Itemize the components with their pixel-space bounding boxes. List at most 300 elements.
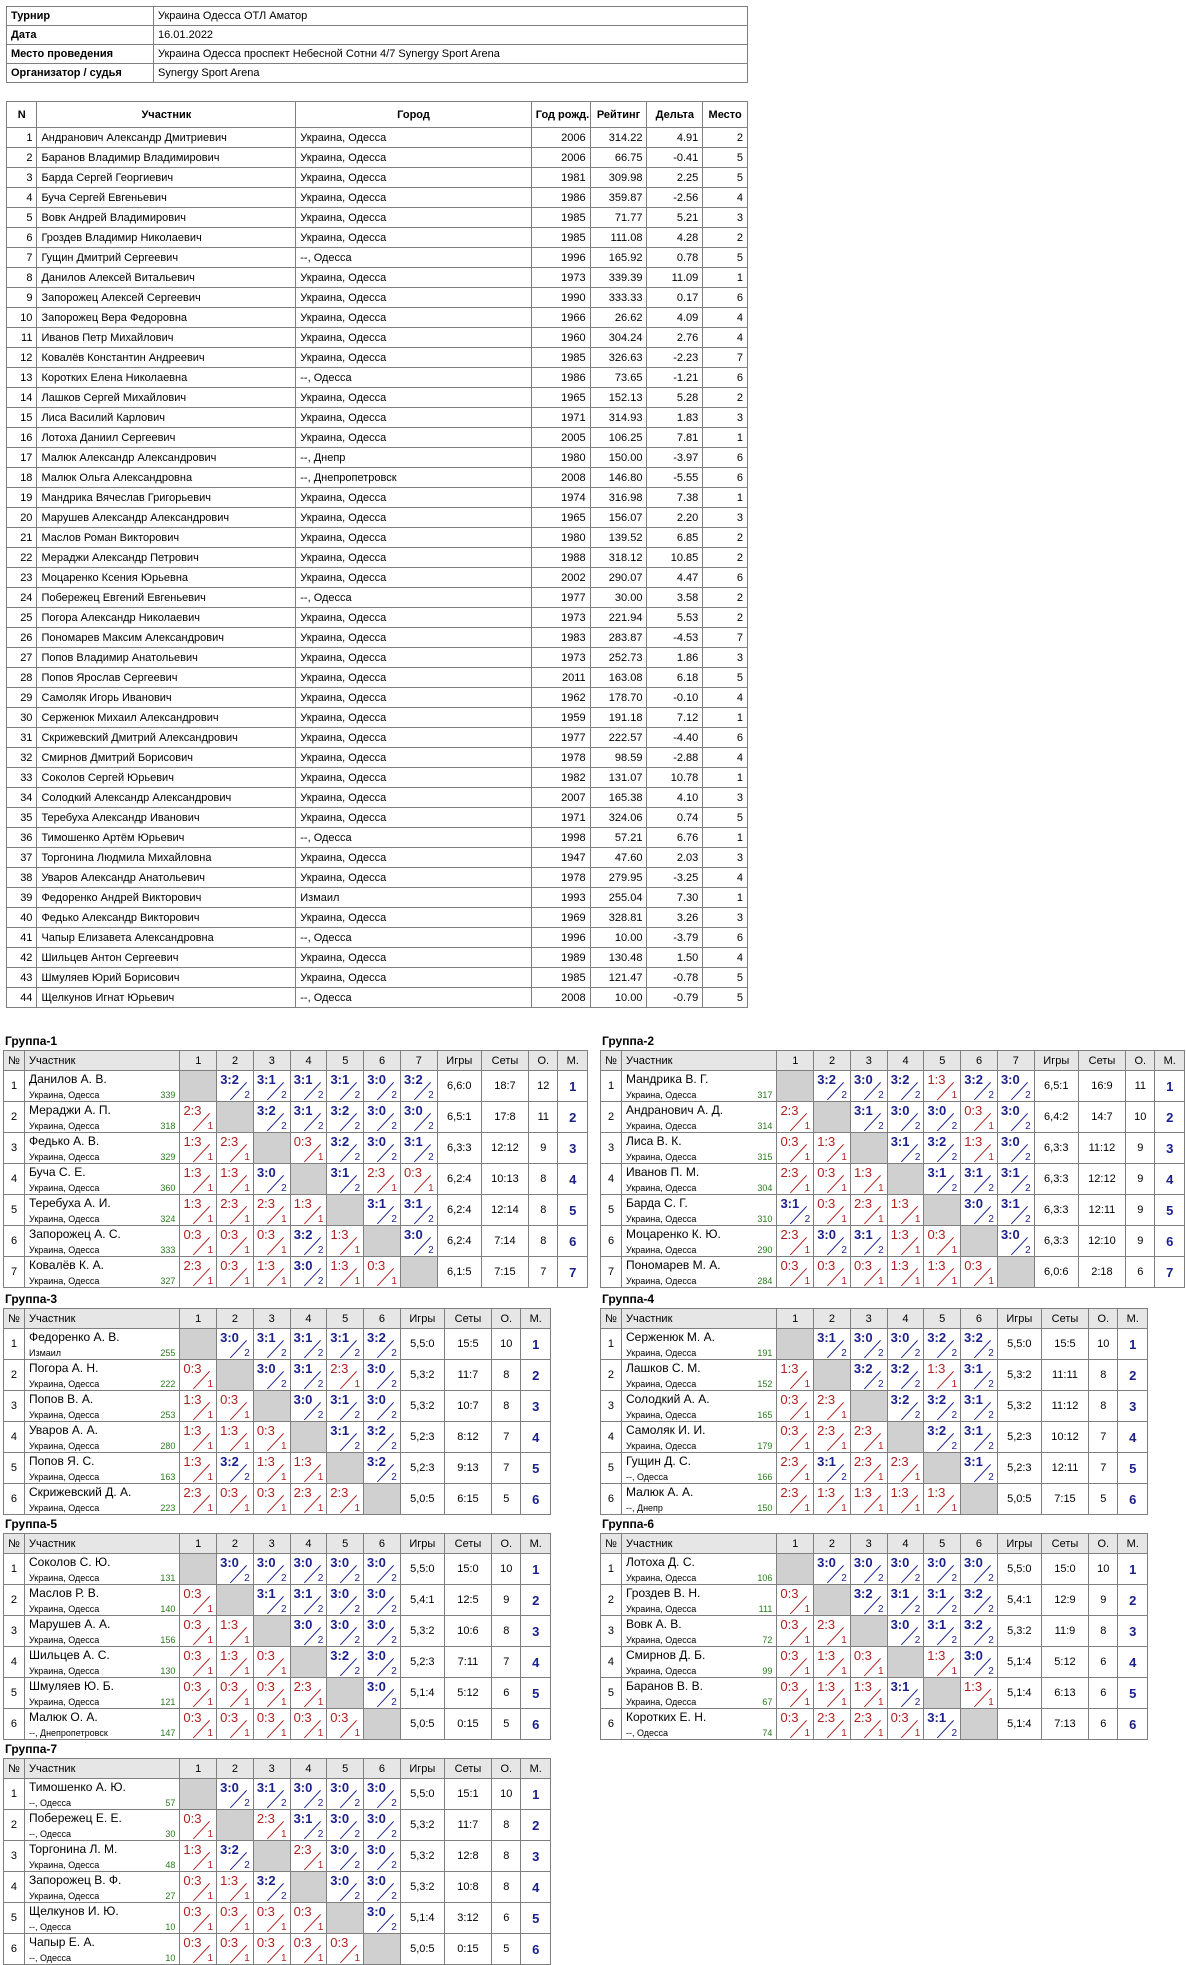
group-player-cell [621, 1453, 776, 1484]
group-player-rating: 140 [160, 1604, 176, 1614]
player-city: Украина, Одесса [296, 548, 531, 568]
player-city: Украина, Одесса [296, 668, 531, 688]
group-games: 5,3:2 [400, 1810, 444, 1841]
player-place: 4 [703, 948, 748, 968]
match-points: 1 [207, 1829, 214, 1840]
match-points: 1 [281, 1697, 287, 1708]
group-header-row [4, 1051, 588, 1071]
group-col-opponent: 4 [290, 1759, 327, 1779]
match-points: 2 [988, 1214, 994, 1225]
match-score: 1:3 [183, 1842, 202, 1857]
group-place: 3 [521, 1391, 551, 1422]
match-score: 0:3 [256, 1904, 275, 1919]
match-score: 3:2 [220, 1454, 239, 1469]
player-city: --, Одесса [296, 588, 531, 608]
match-score: 3:1 [853, 1227, 873, 1242]
group-place: 2 [521, 1810, 551, 1841]
info-value: 16.01.2022 [154, 26, 748, 45]
player-name: Мандрика Вячеслав Григорьевич [37, 488, 296, 508]
player-delta: 5.53 [647, 608, 703, 628]
match-score-cell [217, 1484, 254, 1515]
match-points: 1 [914, 1503, 921, 1514]
player-name: Ковалёв Константин Андреевич [37, 348, 296, 368]
match-score: 2:3 [293, 1842, 312, 1857]
match-score-cell [180, 1453, 217, 1484]
group-points: 8 [492, 1841, 521, 1872]
match-points: 2 [354, 1441, 361, 1452]
match-points: 1 [951, 1666, 958, 1677]
group-player-rating: 156 [160, 1635, 176, 1645]
match-score-cell [290, 1934, 327, 1965]
group-player-rating: 317 [757, 1090, 773, 1100]
match-score: 3:2 [927, 1134, 947, 1149]
group-player-name: Погора А. Н. [28, 1361, 99, 1375]
player-city: Измаил [296, 888, 531, 908]
match-score-cell [180, 1585, 217, 1616]
self-match-cell [327, 1903, 364, 1934]
match-points: 2 [244, 1472, 250, 1483]
self-match-cell [364, 1709, 401, 1740]
match-points: 2 [317, 1276, 324, 1287]
group-player-city: Украина, Одесса [29, 1121, 100, 1131]
player-place: 3 [703, 208, 748, 228]
match-score: 3:2 [964, 1072, 983, 1087]
match-score: 3:1 [964, 1361, 983, 1376]
match-score-cell [327, 1554, 364, 1585]
player-place: 5 [703, 988, 748, 1008]
player-rating: 283.87 [590, 628, 647, 648]
player-city: Украина, Одесса [296, 768, 531, 788]
player-place: 5 [703, 968, 748, 988]
match-score: 3:1 [927, 1165, 947, 1180]
player-number: 8 [7, 268, 37, 288]
match-score: 2:3 [817, 1617, 836, 1632]
match-score-cell [217, 1903, 254, 1934]
match-points: 2 [391, 1441, 397, 1452]
group-points: 10 [492, 1554, 521, 1585]
self-match-cell [364, 1226, 401, 1257]
group-points: 6 [1089, 1709, 1118, 1740]
group-place: 6 [1118, 1709, 1148, 1740]
group-row-index: 2 [601, 1360, 622, 1391]
player-city: --, Одесса [296, 928, 531, 948]
match-score-cell [327, 1647, 364, 1678]
match-score-cell [924, 1164, 961, 1195]
match-points: 1 [207, 1953, 214, 1964]
group-place: 1 [1155, 1071, 1185, 1102]
group-row [4, 1257, 588, 1288]
group-player-cell [622, 1102, 777, 1133]
player-place: 2 [703, 608, 748, 628]
match-score: 0:3 [220, 1935, 239, 1950]
group-row-index: 6 [601, 1484, 622, 1515]
match-points: 1 [804, 1503, 811, 1514]
group-header-row [601, 1534, 1148, 1554]
match-points: 2 [1025, 1183, 1031, 1194]
match-score: 0:3 [183, 1710, 202, 1725]
player-birth-year: 1998 [531, 828, 590, 848]
group-col-place: М. [1118, 1534, 1148, 1554]
group-row [601, 1616, 1148, 1647]
match-score: 3:1 [780, 1196, 800, 1211]
player-number: 41 [7, 928, 37, 948]
player-birth-year: 1996 [531, 928, 590, 948]
group-points: 9 [1126, 1195, 1155, 1226]
match-score: 2:3 [853, 1454, 872, 1469]
group-points: 7 [492, 1422, 521, 1453]
group-player-city: Украина, Одесса [625, 1635, 697, 1645]
match-score: 0:3 [220, 1392, 239, 1407]
group-col-points: О. [1089, 1534, 1118, 1554]
self-match-cell [217, 1585, 254, 1616]
player-delta: -3.25 [647, 868, 703, 888]
column-header: Место [703, 102, 748, 128]
player-rating: 191.18 [590, 708, 647, 728]
match-score: 3:1 [964, 1423, 983, 1438]
player-delta: 3.26 [647, 908, 703, 928]
group-place: 5 [1118, 1678, 1148, 1709]
group-player-rating: 166 [757, 1472, 773, 1482]
group-player-cell [621, 1585, 776, 1616]
match-score: 2:3 [183, 1258, 202, 1273]
match-score-cell [924, 1616, 961, 1647]
match-score: 1:3 [183, 1196, 202, 1211]
group-row [601, 1133, 1185, 1164]
player-rating: 152.13 [590, 388, 647, 408]
match-score: 0:3 [927, 1227, 946, 1242]
group-col-name: Участник [24, 1309, 179, 1329]
group-player-rating: 130 [160, 1666, 176, 1676]
match-score-cell [887, 1329, 924, 1360]
match-points: 2 [428, 1214, 434, 1225]
group-row-index: 3 [4, 1841, 25, 1872]
table-row [7, 648, 748, 668]
player-delta: 10.78 [647, 768, 703, 788]
group-player-rating: 315 [757, 1152, 773, 1162]
match-points: 1 [207, 1410, 214, 1421]
info-value: Украина Одесса проспект Небесной Сотни 4/7 Synergy Sport Arena [154, 45, 748, 64]
group-player-city: Украина, Одесса [626, 1245, 697, 1255]
match-score-cell [180, 1133, 217, 1164]
group-player-cell [24, 1810, 179, 1841]
match-score-cell [217, 1841, 254, 1872]
self-match-cell [814, 1102, 851, 1133]
match-score-cell [253, 1934, 290, 1965]
match-score: 3:1 [1000, 1196, 1020, 1211]
match-score: 3:0 [330, 1555, 350, 1570]
group-col-opponent: 1 [180, 1051, 217, 1071]
match-score-cell [887, 1554, 924, 1585]
match-score-cell [814, 1554, 851, 1585]
player-rating: 290.07 [590, 568, 647, 588]
match-points: 2 [988, 1573, 994, 1584]
player-rating: 324.06 [590, 808, 647, 828]
group-player-city: Украина, Одесса [625, 1604, 697, 1614]
group-place: 5 [521, 1678, 551, 1709]
match-score-cell [961, 1453, 998, 1484]
match-points: 1 [354, 1953, 361, 1964]
match-score: 0:3 [853, 1648, 872, 1663]
match-points: 1 [281, 1214, 287, 1225]
player-city: Украина, Одесса [296, 388, 531, 408]
match-points: 2 [878, 1573, 884, 1584]
match-points: 1 [841, 1152, 847, 1163]
match-points: 1 [244, 1410, 250, 1421]
match-points: 1 [244, 1953, 250, 1964]
group-place: 7 [1155, 1257, 1185, 1288]
group-col-sets: Сеты [444, 1309, 491, 1329]
match-score-cell [924, 1133, 961, 1164]
match-score-cell [924, 1360, 961, 1391]
group-sets: 12:10 [1078, 1226, 1125, 1257]
player-delta: -0.79 [647, 988, 703, 1008]
match-score: 3:0 [964, 1196, 983, 1211]
group-player-cell [622, 1257, 777, 1288]
player-rating: 328.81 [590, 908, 647, 928]
match-score: 2:3 [853, 1710, 872, 1725]
player-rating: 304.24 [590, 328, 647, 348]
match-points: 1 [207, 1121, 214, 1132]
group-sets: 10:7 [444, 1391, 491, 1422]
group-player-cell [24, 1678, 179, 1709]
match-score-cell [327, 1226, 364, 1257]
match-score: 3:1 [927, 1586, 947, 1601]
player-number: 26 [7, 628, 37, 648]
match-score: 3:0 [367, 1873, 386, 1888]
match-score-cell [850, 1102, 887, 1133]
player-delta: -4.53 [647, 628, 703, 648]
group-player-name: Андранович А. Д. [626, 1103, 724, 1117]
match-score-cell [180, 1647, 217, 1678]
match-score: 3:0 [367, 1555, 386, 1570]
self-match-cell [180, 1554, 217, 1585]
match-points: 2 [281, 1121, 287, 1132]
player-city: Украина, Одесса [296, 568, 531, 588]
group-col-num: № [4, 1759, 25, 1779]
table-row [7, 368, 748, 388]
group-games: 5,5:0 [400, 1554, 444, 1585]
match-points: 1 [804, 1728, 811, 1739]
self-match-cell [777, 1554, 814, 1585]
match-score-cell [814, 1226, 851, 1257]
player-place: 2 [703, 228, 748, 248]
group-games: 5,3:2 [400, 1391, 444, 1422]
match-points: 1 [804, 1635, 811, 1646]
group-player-name: Федько А. В. [29, 1134, 100, 1148]
player-birth-year: 1966 [531, 308, 590, 328]
player-place: 2 [703, 588, 748, 608]
match-score-cell [290, 1102, 327, 1133]
player-name: Скрижевский Дмитрий Александрович [37, 728, 296, 748]
match-score-cell [364, 1872, 401, 1903]
group-sets: 2:18 [1078, 1257, 1125, 1288]
player-place: 1 [703, 488, 748, 508]
group-player-city: Украина, Одесса [28, 1410, 100, 1420]
match-score-cell [217, 1678, 254, 1709]
group-place: 3 [1155, 1133, 1185, 1164]
match-score-cell [814, 1164, 851, 1195]
group-row-index: 1 [4, 1329, 25, 1360]
group-games: 6,3:3 [1034, 1164, 1078, 1195]
table-row [7, 868, 748, 888]
player-place: 7 [703, 628, 748, 648]
player-number: 40 [7, 908, 37, 928]
player-city: --, Одесса [296, 988, 531, 1008]
group-points: 9 [1089, 1585, 1118, 1616]
match-score-cell [217, 1195, 254, 1226]
player-name: Малюк Александр Александрович [37, 448, 296, 468]
match-score-cell [253, 1453, 290, 1484]
group-player-rating: 284 [757, 1276, 773, 1286]
match-score: 0:3 [780, 1648, 799, 1663]
group-place: 4 [521, 1422, 551, 1453]
match-score-cell [327, 1484, 364, 1515]
match-score: 3:0 [817, 1555, 836, 1570]
match-score-cell [961, 1422, 998, 1453]
match-points: 2 [354, 1666, 361, 1677]
match-score: 3:0 [367, 1361, 386, 1376]
player-delta: 7.30 [647, 888, 703, 908]
match-score: 1:3 [220, 1423, 239, 1438]
player-name: Шильцев Антон Сергеевич [37, 948, 296, 968]
group-games: 6,3:3 [437, 1133, 481, 1164]
match-score-cell [217, 1071, 254, 1102]
match-points: 2 [988, 1604, 994, 1615]
match-score-cell [997, 1133, 1034, 1164]
match-score: 1:3 [220, 1873, 239, 1888]
match-score-cell [814, 1647, 851, 1678]
group-col-name: Участник [25, 1051, 180, 1071]
match-score: 3:0 [403, 1103, 423, 1118]
match-score-cell [924, 1484, 961, 1515]
group-points: 10 [492, 1329, 521, 1360]
match-points: 1 [841, 1697, 847, 1708]
group-player-name: Запорожец В. Ф. [28, 1873, 122, 1887]
match-score-cell [327, 1841, 364, 1872]
match-score: 1:3 [183, 1454, 202, 1469]
player-city: --, Одесса [296, 828, 531, 848]
player-place: 5 [703, 168, 748, 188]
group-player-cell [25, 1102, 180, 1133]
match-score: 2:3 [367, 1165, 386, 1180]
match-score: 3:1 [853, 1103, 873, 1118]
group-player-cell [622, 1195, 777, 1226]
group-place: 7 [558, 1257, 588, 1288]
match-score: 3:0 [330, 1780, 350, 1795]
group-player-city: Украина, Одесса [625, 1573, 697, 1583]
self-match-cell [180, 1779, 217, 1810]
match-points: 2 [317, 1798, 324, 1809]
player-name: Гроздев Владимир Николаевич [37, 228, 296, 248]
match-points: 1 [878, 1697, 884, 1708]
group-col-points: О. [1126, 1051, 1155, 1071]
player-number: 1 [7, 128, 37, 148]
match-score-cell [364, 1071, 401, 1102]
match-score: 3:0 [367, 1842, 386, 1857]
group-row-index: 6 [4, 1484, 25, 1515]
match-score-cell [180, 1164, 217, 1195]
group-row [601, 1164, 1185, 1195]
group-row [601, 1554, 1148, 1585]
match-score-cell [850, 1709, 887, 1740]
match-points: 2 [391, 1573, 397, 1584]
match-points: 2 [988, 1379, 994, 1390]
match-score-cell [777, 1391, 814, 1422]
match-score: 0:3 [256, 1423, 275, 1438]
match-points: 2 [951, 1410, 958, 1421]
match-score-cell [887, 1102, 924, 1133]
match-points: 1 [804, 1604, 811, 1615]
match-score-cell [777, 1647, 814, 1678]
group-col-place: М. [521, 1759, 551, 1779]
group-col-sets: Сеты [1041, 1534, 1088, 1554]
match-score-cell [253, 1071, 290, 1102]
match-score: 2:3 [817, 1423, 836, 1438]
match-score: 2:3 [817, 1392, 836, 1407]
player-city: Украина, Одесса [296, 908, 531, 928]
match-score-cell [180, 1195, 217, 1226]
player-number: 13 [7, 368, 37, 388]
match-points: 1 [244, 1152, 250, 1163]
group-col-opponent: 5 [327, 1759, 364, 1779]
player-name: Гущин Дмитрий Сергеевич [37, 248, 296, 268]
match-score: 1:3 [964, 1134, 983, 1149]
player-city: Украина, Одесса [296, 428, 531, 448]
match-score: 0:3 [256, 1679, 275, 1694]
group-col-opponent: 4 [887, 1534, 924, 1554]
group-place: 6 [521, 1709, 551, 1740]
group-col-opponent: 4 [887, 1309, 924, 1329]
group-col-points: О. [529, 1051, 558, 1071]
match-points: 2 [988, 1183, 994, 1194]
match-points: 1 [878, 1666, 884, 1677]
self-match-cell [253, 1841, 290, 1872]
group-games: 6,1:5 [437, 1257, 481, 1288]
group-player-rating: 290 [757, 1245, 773, 1255]
match-score: 3:0 [890, 1103, 910, 1118]
match-score: 0:3 [256, 1227, 276, 1242]
match-score: 0:3 [817, 1196, 836, 1211]
match-points: 1 [281, 1472, 287, 1483]
match-score: 3:0 [817, 1227, 836, 1242]
group-player-rating: 329 [160, 1152, 176, 1162]
player-birth-year: 1986 [531, 368, 590, 388]
match-score-cell [364, 1195, 401, 1226]
match-score: 3:0 [367, 1617, 386, 1632]
match-score: 3:2 [403, 1072, 423, 1087]
group-games: 5,3:2 [997, 1391, 1041, 1422]
player-birth-year: 1973 [531, 268, 590, 288]
group-player-city: Украина, Одесса [29, 1276, 100, 1286]
group-player-name: Мераджи А. П. [29, 1103, 111, 1117]
group-col-opponent: 3 [253, 1534, 290, 1554]
match-score-cell [253, 1195, 290, 1226]
group-player-cell [24, 1779, 179, 1810]
group-col-opponent: 3 [253, 1759, 290, 1779]
match-score-cell [961, 1678, 998, 1709]
match-score: 0:3 [964, 1103, 983, 1118]
match-points: 1 [207, 1922, 214, 1933]
group-points: 7 [492, 1453, 521, 1484]
match-score-cell [364, 1360, 401, 1391]
match-score-cell [777, 1616, 814, 1647]
match-score-cell [290, 1329, 327, 1360]
match-score-cell [290, 1071, 327, 1102]
match-score: 3:0 [367, 1134, 386, 1149]
match-points: 1 [207, 1379, 214, 1390]
match-score-cell [327, 1071, 364, 1102]
group-player-city: Украина, Одесса [625, 1697, 697, 1707]
